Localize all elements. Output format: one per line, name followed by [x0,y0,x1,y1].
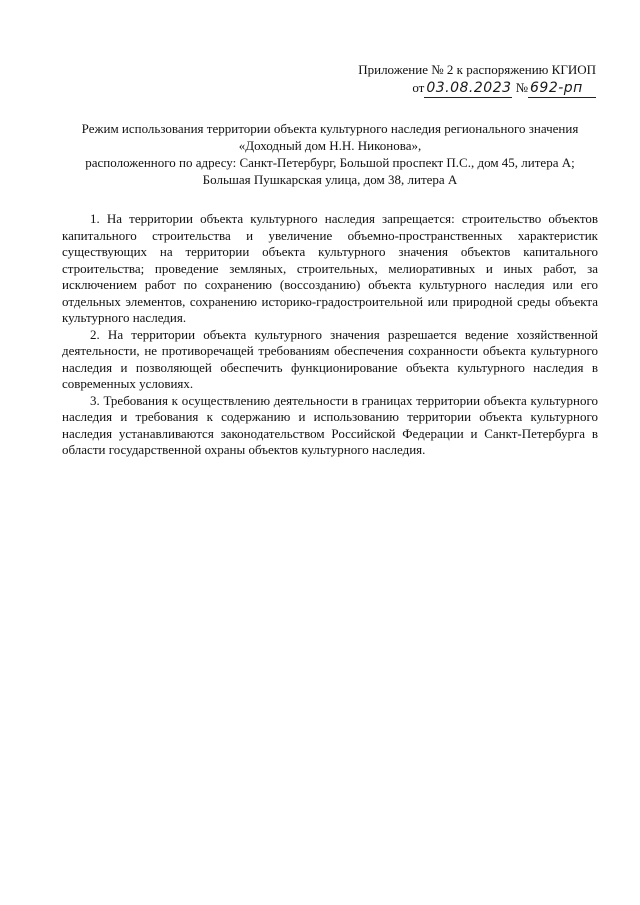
order-date-number-line [358,79,596,98]
number-label: № [515,80,528,95]
handwritten-date: 03.08.2023 [426,80,512,96]
document-title [60,120,600,188]
title-line-1: Режим использования территории объекта культурного наследия регионального значения [81,121,579,136]
title-line-2: «Доходный дом Н.Н. Никонова», [238,138,422,153]
title-line-3: расположенного по адресу: Санкт-Петербург, Большой проспект П.С., дом 45, литера А; [85,155,575,170]
from-label: от [412,80,425,95]
appendix-reference: Приложение № 2 к распоряжению КГИОП [358,62,596,77]
handwritten-order-number: 692-рп [528,80,596,98]
document-body [62,211,598,459]
appendix-header [358,61,596,98]
paragraph-3: 3. Требования к осуществлению деятельности в границах территории объекта культурного наследия и требования к содержанию и использованию территории объекта культурного наследия устанавливаются законодательством Российской Федерации и Санкт-Петербурга в области государственной охраны объектов культурного наследия. [62,392,598,457]
paragraph-2: 2. На территории объекта культурного значения разрешается ведение хозяйственной деятельности, не противоречащей требованиям обеспечения сохранности объекта культурного наследия и позволяющей обеспечить функционирование объекта культурного наследия в современных условиях. [62,326,598,391]
title-line-4: Большая Пушкарская улица, дом 38, литера А [202,172,458,187]
paragraph-1: 1. На территории объекта культурного наследия запрещается: строительство объектов капитального строительства и увеличение объемно-пространственных характеристик существующих на территории объекта культурного значения объектов капитального строительства; проведение земляных, строительных, мелиоративных и иных работ, за исключением работ по сохранению (воссозданию) объекта культурного наследия или его отдельных элементов, сохранению историко-градостроительной или природной среды объекта культурного наследия. [62,211,598,325]
